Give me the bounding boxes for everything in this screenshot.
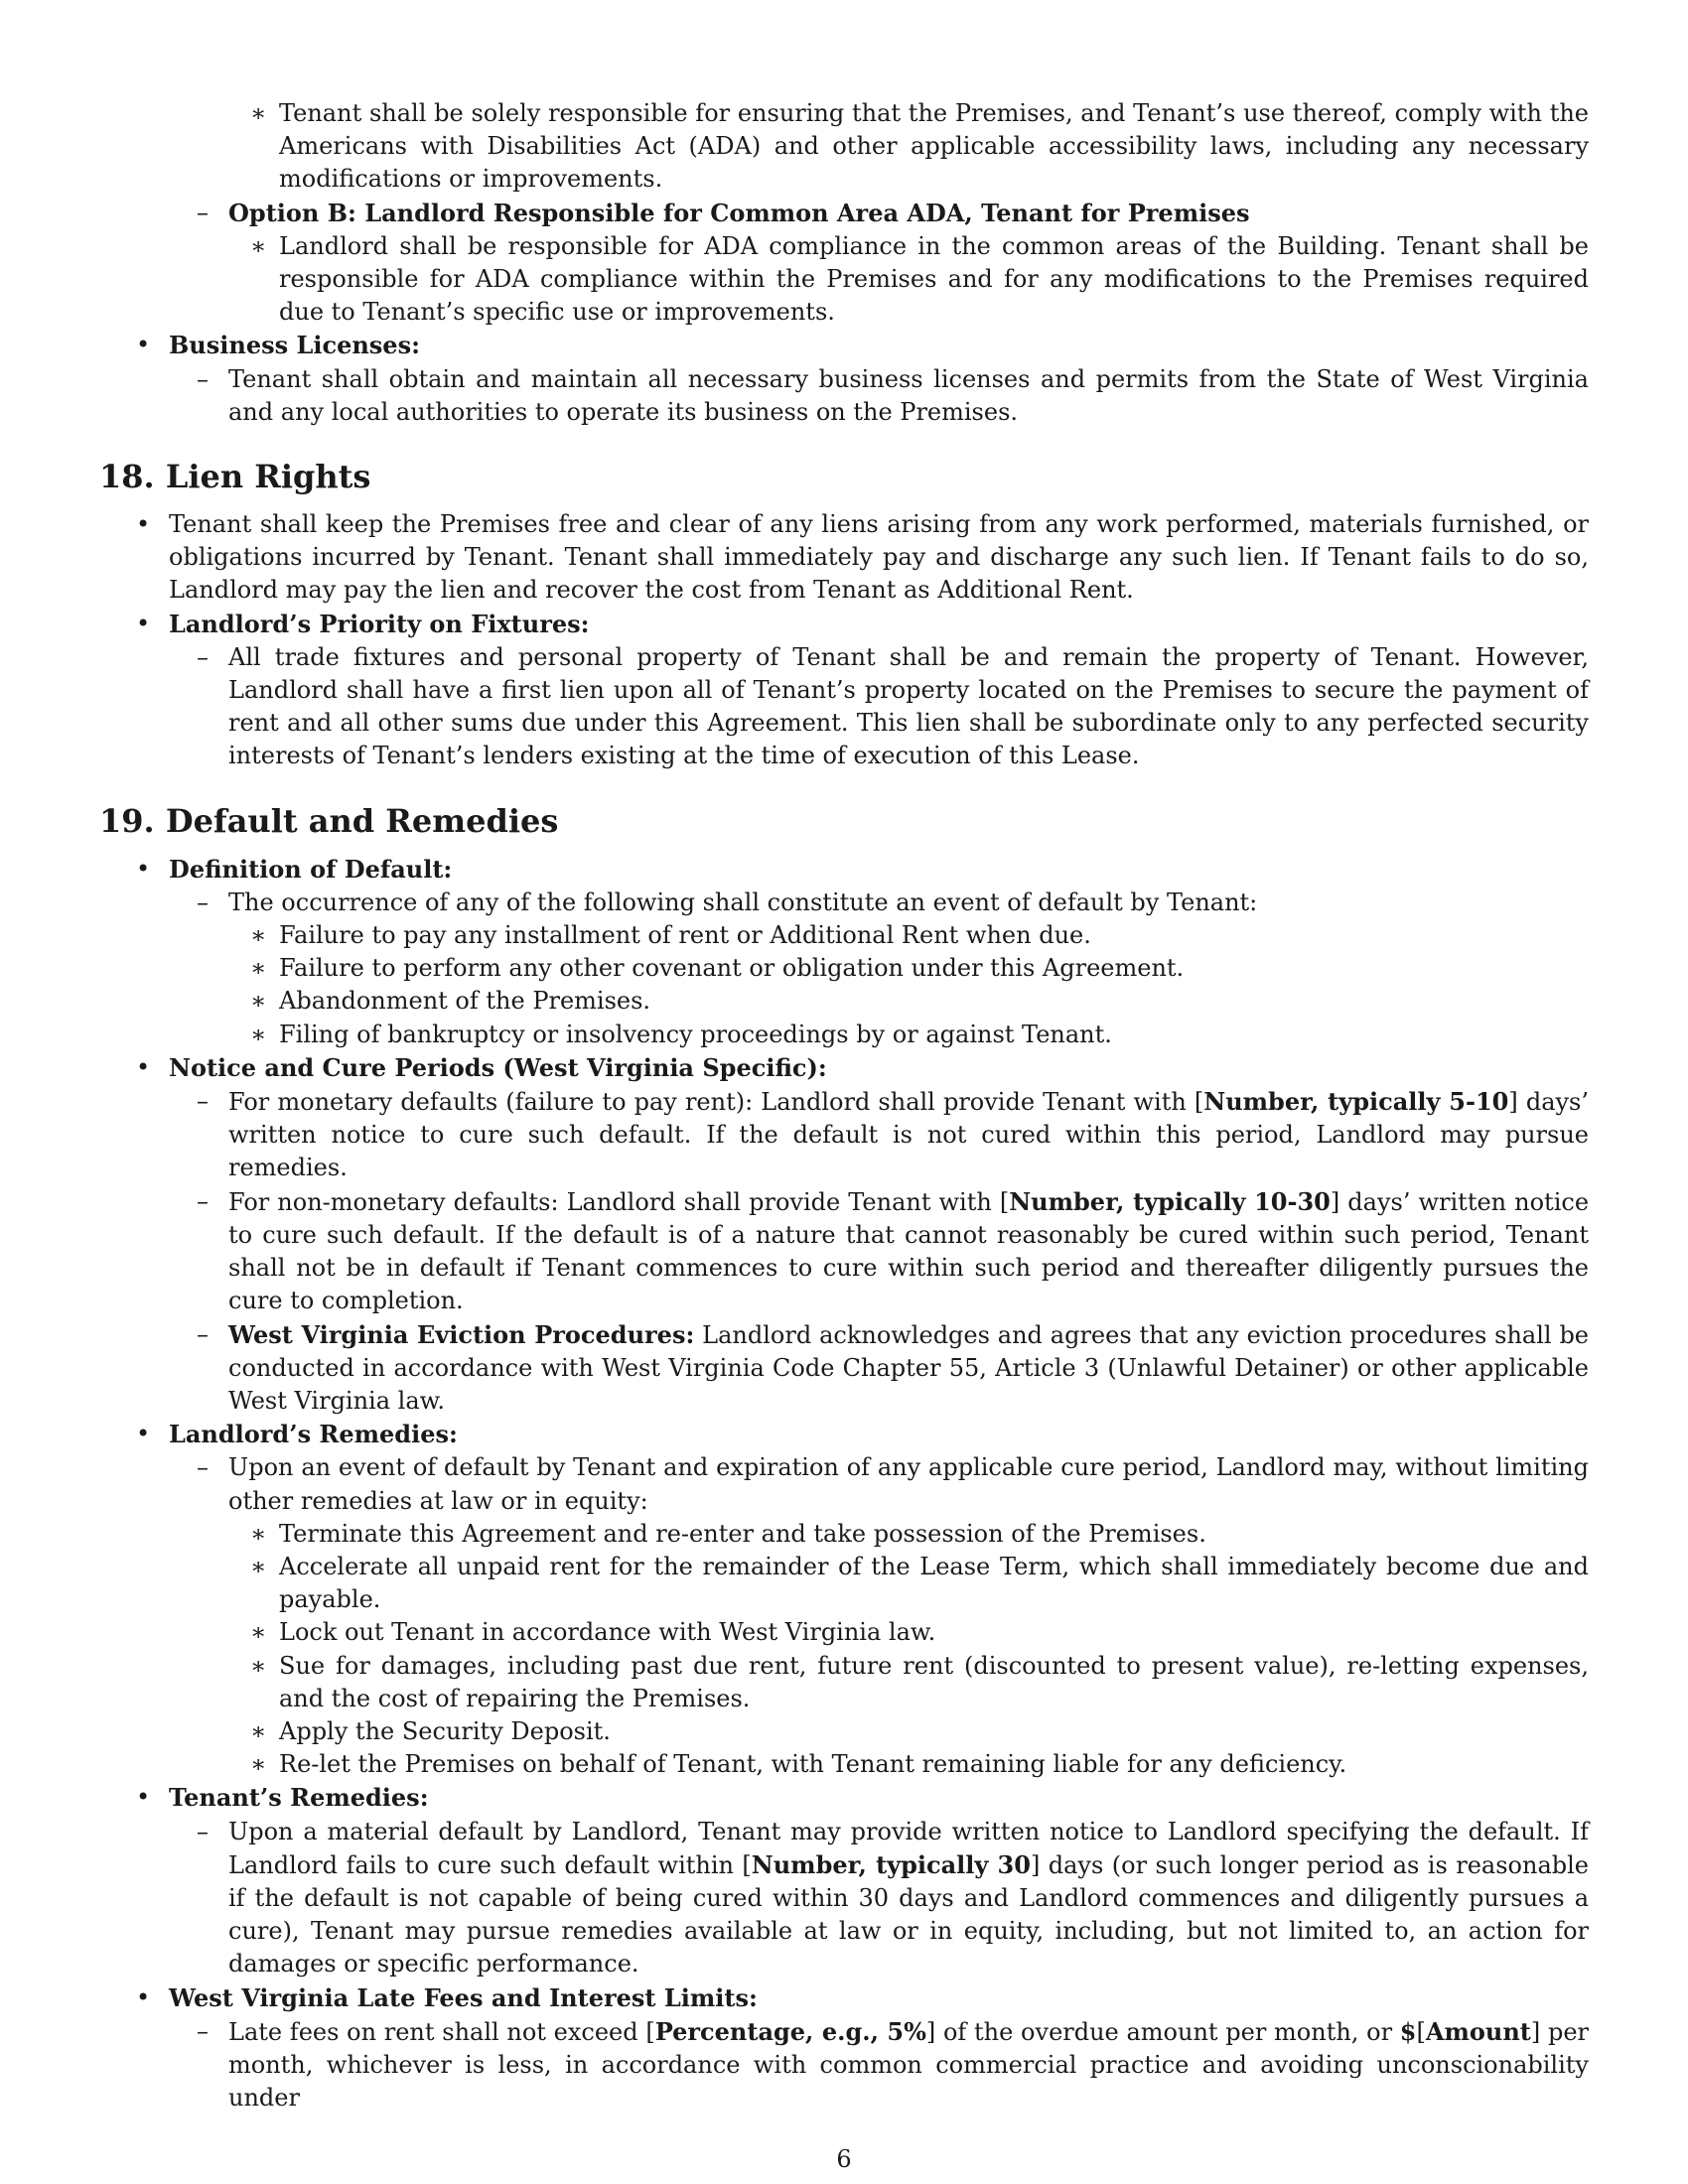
landlord-remedy-item: ∗ Sue for damages, including past due rent, future rent (discounted to present value), re-letting expenses, and the cost of repairing the Premises.: [250, 1651, 1589, 1712]
asterisk-bullet-icon: ∗: [250, 1552, 267, 1580]
asterisk-bullet-icon: ∗: [250, 1020, 267, 1048]
landlord-remedy-item: ∗ Apply the Security Deposit.: [99, 1715, 1589, 1748]
dash-bullet-icon: –: [197, 887, 209, 916]
dash-bullet-icon: –: [197, 364, 209, 393]
bullet-icon: •: [136, 1420, 151, 1448]
default-item: ∗ Filing of bankruptcy or insolvency proceedings by or against Tenant.: [99, 1019, 1589, 1051]
asterisk-bullet-icon: ∗: [250, 231, 267, 260]
bullet-icon: •: [136, 854, 151, 883]
landlord-remedies-heading: • Landlord’s Remedies:: [99, 1418, 1589, 1451]
late-fees-heading: • West Virginia Late Fees and Interest Limits:: [99, 1981, 1589, 2015]
asterisk-bullet-icon: ∗: [250, 1519, 267, 1548]
tenant-remedies-heading: • Tenant’s Remedies:: [99, 1781, 1589, 1815]
asterisk-bullet-icon: ∗: [250, 1651, 267, 1680]
bullet-icon: •: [136, 1982, 151, 2011]
fixtures-text: – All trade fixtures and personal property of Tenant shall be and remain the property of Tenant. However, Landlord shall have a first lien upon all of Tenant’s property located on the Premises to secure the payment of rent and all other sums due under this Agreement. This lien shall be subordinate only to any perfected security interests of Tenant’s lenders existing at the time of execution of this Lease.: [197, 642, 1589, 770]
asterisk-bullet-icon: ∗: [250, 987, 267, 1016]
business-licenses-text: – Tenant shall obtain and maintain all necessary business licenses and permits from the State of West Virginia and any local authorities to operate its business on the Premises.: [197, 364, 1589, 426]
option-b-item: ∗ Landlord shall be responsible for ADA compliance in the common areas of the Building. Tenant shall be responsible for ADA compliance within the Premises and for any modifications to the Premises required due to Tenant’s specific use or improvements.: [250, 231, 1589, 327]
default-definition-heading: • Definition of Default:: [99, 853, 1589, 887]
dash-bullet-icon: –: [197, 2016, 209, 2045]
lien-free-clear: • Tenant shall keep the Premises free and clear of any liens arising from any work performed, materials furnished, or obligations incurred by Tenant. Tenant shall immediately pay and discharge any such lien. If Tenant fails to do so, Landlord may pay the lien and recover the cost from Tenant as Additional Rent.: [136, 510, 1589, 605]
landlord-remedy-item: ∗ Lock out Tenant in accordance with West Virginia law.: [99, 1616, 1589, 1649]
tenant-remedies-text: – Upon a material default by Landlord, Tenant may provide written notice to Landlord specifying the default. If Landlord fails to cure such default within [Number, typically 30] days (or such longer period as is reasonable if the default is not capable of being cured within 30 days and Landlord commences and diligently pursues a cure), Tenant may pursue remedies available at law or in equity, including, but not limited to, an action for damages or specific performance.: [197, 1817, 1590, 1979]
eviction-procedures: – West Virginia Eviction Procedures: Landlord acknowledges and agrees that any eviction procedures shall be conducted in accordance with West Virginia Code Chapter 55, Article 3 (Unlawful Detainer) or other applicable West Virginia law.: [197, 1319, 1590, 1415]
dash-bullet-icon: –: [197, 642, 209, 671]
page-number: 6: [836, 2145, 852, 2173]
default-definition-intro: – The occurrence of any of the following shall constitute an event of default by Tenant:: [99, 887, 1589, 919]
asterisk-bullet-icon: ∗: [250, 1618, 267, 1647]
business-licenses-heading: • Business Licenses:: [99, 329, 1589, 362]
asterisk-bullet-icon: ∗: [250, 1716, 267, 1745]
section-19-title: 19. Default and Remedies: [99, 801, 559, 840]
dash-bullet-icon: –: [197, 1453, 209, 1482]
asterisk-bullet-icon: ∗: [250, 1750, 267, 1779]
option-a-item: ∗ Tenant shall be solely responsible for ensuring that the Premises, and Tenant’s use thereof, comply with the Americans with Disabilities Act (ADA) and other applicable accessibility laws, including any necessary modifications or improvements.: [250, 99, 1589, 194]
bullet-icon: •: [136, 331, 151, 359]
asterisk-bullet-icon: ∗: [250, 99, 267, 127]
landlord-remedies-intro: – Upon an event of default by Tenant and expiration of any applicable cure period, Landlord may, without limiting other remedies at law or in equity:: [197, 1453, 1589, 1515]
fixtures-heading: • Landlord’s Priority on Fixtures:: [99, 608, 1589, 641]
bullet-icon: •: [136, 1052, 151, 1081]
dash-bullet-icon: –: [197, 1319, 209, 1348]
asterisk-bullet-icon: ∗: [250, 921, 267, 950]
default-item: ∗ Abandonment of the Premises.: [99, 985, 1589, 1018]
bullet-icon: •: [136, 1783, 151, 1812]
landlord-remedy-item: ∗ Re-let the Premises on behalf of Tenant, with Tenant remaining liable for any deficiency.: [99, 1748, 1589, 1781]
document-page: [99, 97, 1589, 2115]
section-18-title: 18. Lien Rights: [99, 458, 371, 496]
dash-bullet-icon: –: [197, 1817, 209, 1845]
default-item: ∗ Failure to perform any other covenant or obligation under this Agreement.: [99, 952, 1589, 985]
bullet-icon: •: [136, 510, 151, 539]
default-item: ∗ Failure to pay any installment of rent or Additional Rent when due.: [99, 919, 1589, 952]
asterisk-bullet-icon: ∗: [250, 954, 267, 983]
dash-bullet-icon: –: [197, 1087, 209, 1116]
landlord-remedy-item: ∗ Terminate this Agreement and re-enter and take possession of the Premises.: [99, 1518, 1589, 1551]
dash-bullet-icon: –: [197, 198, 209, 226]
cure-non-monetary: – For non-monetary defaults: Landlord shall provide Tenant with [Number, typically 10-30] days’ written notice to cure such default. If the default is of a nature that cannot reasonably be cured within such period, Tenant shall not be in default if Tenant commences to cure within such period and thereafter diligently pursues the cure to completion.: [197, 1186, 1590, 1315]
bullet-icon: •: [136, 609, 151, 637]
cure-periods-heading: • Notice and Cure Periods (West Virginia Specific):: [99, 1051, 1589, 1085]
late-fees-text: – Late fees on rent shall not exceed [Percentage, e.g., 5%] of the overdue amount per month, or $[Amount] per month, whichever is less, in accordance with common commercial practice and avoiding unconscionability under: [197, 2016, 1589, 2113]
cure-monetary: – For monetary defaults (failure to pay rent): Landlord shall provide Tenant with [Number, typically 5-10] days’ written notice to cure such default. If the default is not cured within this period, Landlord may pursue remedies.: [197, 1087, 1590, 1182]
landlord-remedy-item: ∗ Accelerate all unpaid rent for the remainder of the Lease Term, which shall immediately become due and payable.: [250, 1552, 1589, 1614]
option-b-heading: – Option B: Landlord Responsible for Common Area ADA, Tenant for Premises: [99, 197, 1589, 230]
dash-bullet-icon: –: [197, 1186, 209, 1215]
